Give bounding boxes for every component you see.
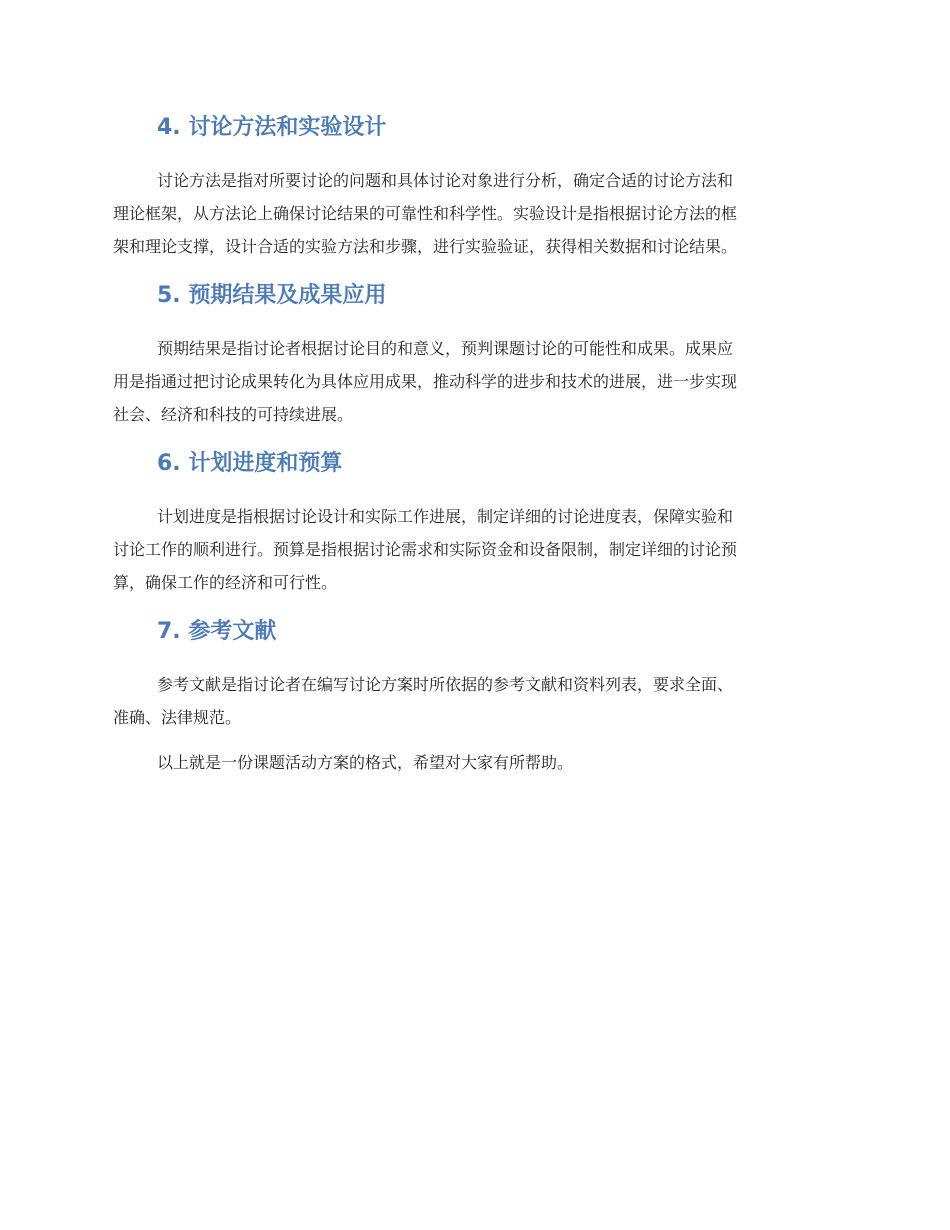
section-7-heading: 7. 参考文献 [157, 619, 277, 644]
paragraph-line: 算，确保工作的经济和可行性。 [113, 573, 338, 592]
closing-line: 以上就是一份课题活动方案的格式，希望对大家有所帮助。 [157, 753, 574, 772]
paragraph-line: 用是指通过把讨论成果转化为具体应用成果，推动科学的进步和技术的进展，进一步实现 [113, 372, 738, 391]
section-4-heading: 4. 讨论方法和实验设计 [157, 115, 387, 140]
paragraph-line: 预期结果是指讨论者根据讨论目的和意义，预判课题讨论的可能性和成果。成果应 [157, 339, 734, 358]
paragraph-line: 参考文献是指讨论者在编写讨论方案时所依据的参考文献和资料列表，要求全面、 [157, 675, 734, 694]
paragraph-line: 理论框架，从方法论上确保讨论结果的可靠性和科学性。实验设计是指根据讨论方法的框 [113, 204, 738, 223]
paragraph-line: 社会、经济和科技的可持续进展。 [113, 405, 354, 424]
paragraph-line: 准确、法律规范。 [113, 708, 242, 727]
section-7-paragraph [113, 668, 840, 734]
section-6-paragraph [113, 500, 840, 599]
paragraph-line: 计划进度是指根据讨论设计和实际工作进展，制定详细的讨论进度表，保障实验和 [157, 507, 734, 526]
section-4-paragraph [113, 164, 840, 263]
paragraph-line: 讨论方法是指对所要讨论的问题和具体讨论对象进行分析，确定合适的讨论方法和 [157, 171, 734, 190]
section-5-heading: 5. 预期结果及成果应用 [157, 283, 387, 308]
paragraph-line: 讨论工作的顺利进行。预算是指根据讨论需求和实际资金和设备限制，制定详细的讨论预 [113, 540, 738, 559]
closing-paragraph [113, 746, 840, 779]
section-6-heading: 6. 计划进度和预算 [157, 451, 343, 476]
section-5-paragraph [113, 332, 840, 431]
paragraph-line: 架和理论支撑，设计合适的实验方法和步骤，进行实验验证，获得相关数据和讨论结果。 [113, 237, 738, 256]
